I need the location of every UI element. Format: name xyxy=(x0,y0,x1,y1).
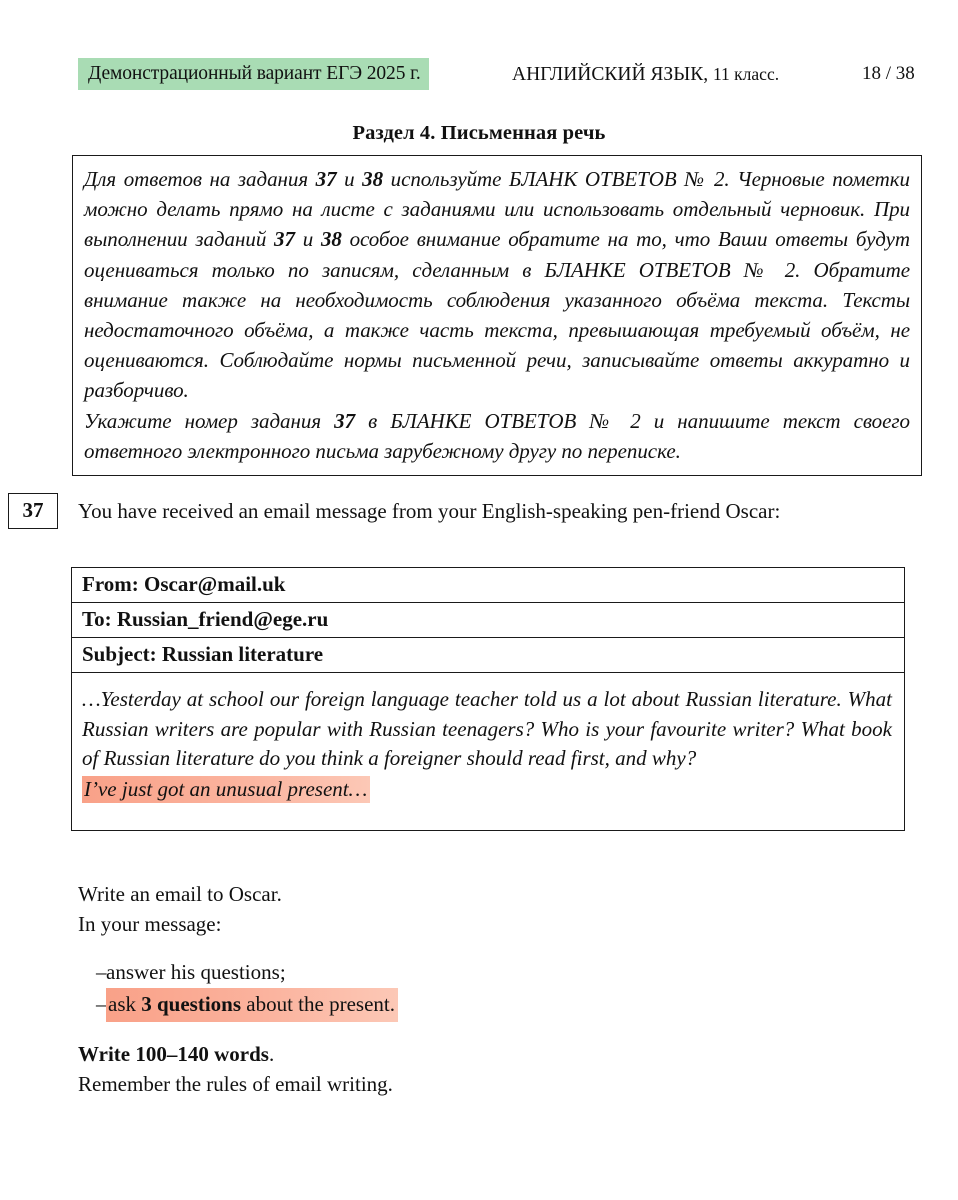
exam-variant-label: Демонстрационный вариант ЕГЭ 2025 г. xyxy=(78,58,429,90)
email-from-label: From: xyxy=(82,572,139,596)
instruction-line-1: Write an email to Oscar. xyxy=(78,882,282,906)
instruction-line-2: In your message: xyxy=(78,912,222,936)
email-to-label: To: xyxy=(82,607,112,631)
task-ref-38-a: 38 xyxy=(362,167,384,191)
email-from-row xyxy=(72,568,904,603)
instruction-text-5: особое внимание обратите на то, что Ваши ответы будут оцениваться только по записям, сделанным в БЛАНКЕ ОТВЕТОВ № 2. Обратите внимание также на необходимость соблюдения указанного объёма текста. Тексты недостаточного объёма, а также часть текста, превышающая требуемый объём, не оцениваются. Соблюдайте нормы письменной речи, записывайте ответы аккуратно и разборчиво. xyxy=(84,227,910,403)
subject-line xyxy=(512,58,779,90)
instruction-text-4: и xyxy=(294,227,321,252)
task-ref-37-a: 37 xyxy=(315,167,337,191)
task-number-box: 37 xyxy=(8,493,58,529)
task-prompt: You have received an email message from your English-speaking pen-friend Oscar: xyxy=(78,499,781,523)
subject-name: АНГЛИЙСКИЙ ЯЗЫК, xyxy=(512,64,709,85)
writing-instructions xyxy=(78,879,918,1099)
instruction-box xyxy=(72,155,922,476)
email-from-value: Oscar@mail.uk xyxy=(144,572,286,596)
email-body-text: …Yesterday at school our foreign language teacher told us a lot about Russian literature. What Russian writers are popular with Russian teenagers? Who is your favourite writer? What book of Russian literature do you think a foreigner should read first, and why? xyxy=(82,687,892,770)
instruction-bullet-list xyxy=(78,957,918,1022)
bullet-2-suffix: about the present. xyxy=(241,992,395,1016)
remember-rules-line: Remember the rules of email writing. xyxy=(78,1072,393,1096)
word-count-requirement: Write 100–140 words xyxy=(78,1042,269,1066)
email-to-value: Russian_friend@ege.ru xyxy=(116,607,329,631)
bullet-text-1: answer his questions; xyxy=(106,960,286,984)
instruction-text-7: в БЛАНКЕ ОТВЕТОВ № 2 и напишите текст своего ответного электронного письма зарубежному другу по переписке. xyxy=(84,408,910,463)
bullet-2-prefix: ask xyxy=(108,992,142,1016)
email-body xyxy=(72,673,904,830)
instruction-paragraph-2 xyxy=(84,406,910,466)
email-subject-label: Subject: xyxy=(82,642,157,666)
task-ref-37-b: 37 xyxy=(274,227,295,252)
instruction-paragraph-1 xyxy=(84,164,910,406)
task-ref-38-b: 38 xyxy=(320,227,342,252)
word-count-period: . xyxy=(268,1042,275,1066)
email-subject-value: Russian literature xyxy=(161,642,324,666)
bullet-dash-icon: – xyxy=(96,992,107,1016)
list-item xyxy=(78,957,918,988)
instruction-text-6: Укажите номер задания xyxy=(84,408,335,433)
page-number: 18 / 38 xyxy=(862,63,915,84)
instruction-text-3: используйте БЛАНК ОТВЕТОВ № 2. Черновые пометки можно делать прямо на листе с заданиями или использовать отдельный черновик. При выполнении заданий xyxy=(84,167,910,252)
instruction-text-2: и xyxy=(336,167,363,191)
email-subject-row xyxy=(72,638,904,673)
email-message-box xyxy=(71,567,905,831)
email-body-closing xyxy=(82,775,892,805)
task-ref-37-c: 37 xyxy=(334,408,356,433)
email-to-row xyxy=(72,603,904,638)
instruction-text-1: Для ответов на задания xyxy=(84,167,316,191)
grade-level: 11 класс. xyxy=(712,64,780,84)
word-count-line xyxy=(78,1039,918,1069)
bullet-2-emphasis: 3 questions xyxy=(141,992,242,1016)
section-title: Раздел 4. Письменная речь xyxy=(352,122,606,144)
bullet-dash-icon: – xyxy=(96,960,107,984)
bullet-text-2 xyxy=(106,988,398,1022)
page-header xyxy=(0,58,958,94)
email-highlighted-sentence: I’ve just got an unusual present… xyxy=(82,776,370,803)
list-item xyxy=(78,988,918,1022)
